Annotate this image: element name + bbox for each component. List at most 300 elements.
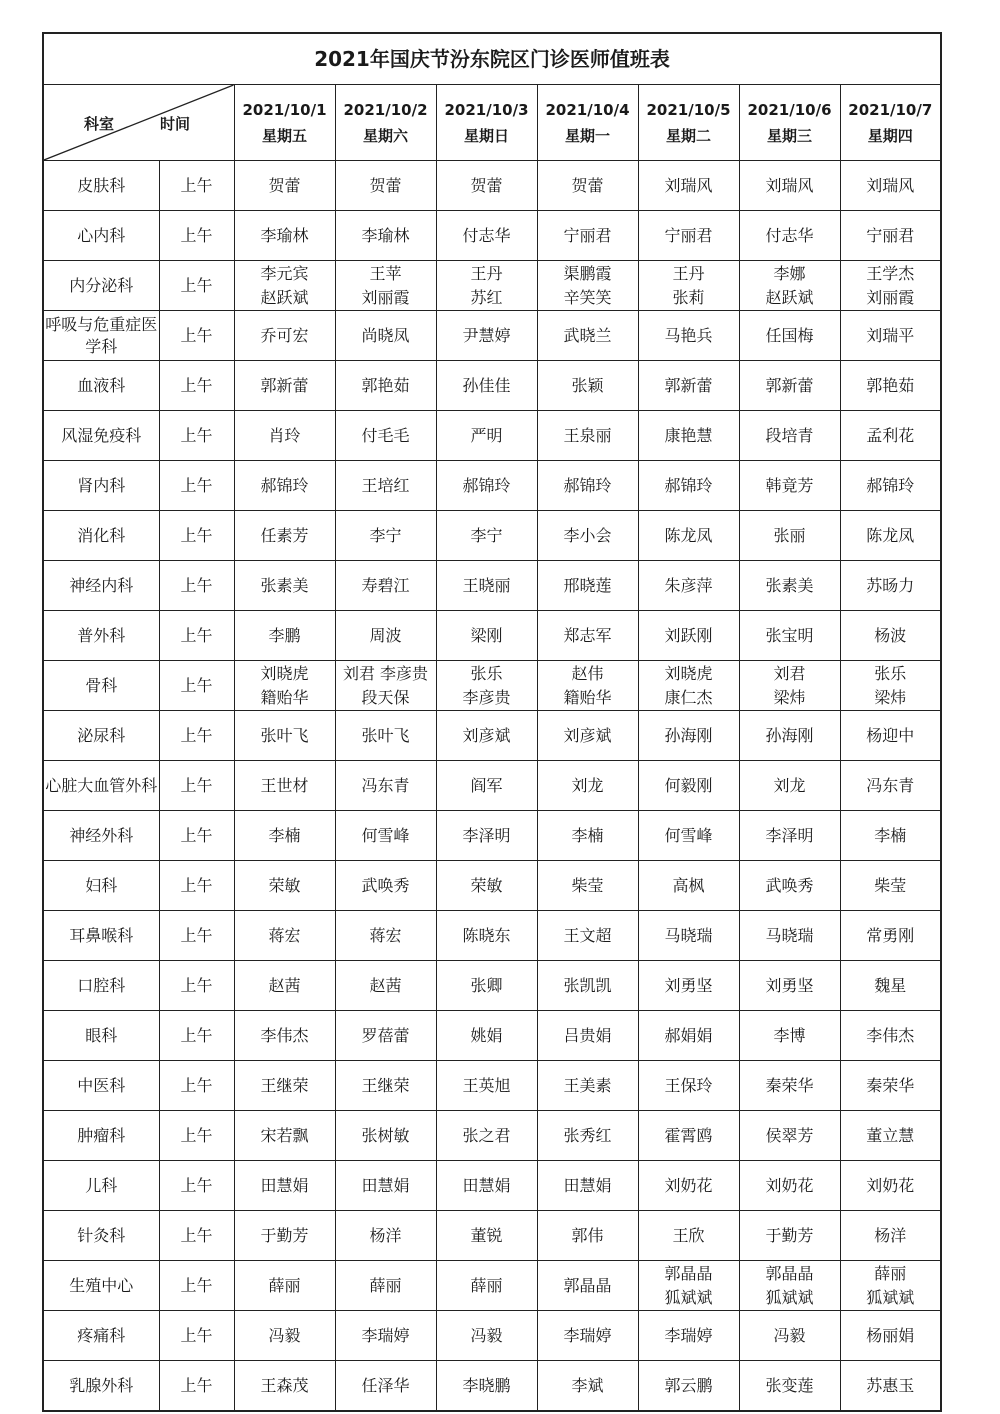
doctor-cell: 张卿 bbox=[436, 961, 537, 1011]
doctor-cell: 张叶飞 bbox=[335, 711, 436, 761]
table-row bbox=[43, 311, 941, 361]
doctor-cell: 刘龙 bbox=[739, 761, 840, 811]
department-cell: 肿瘤科 bbox=[43, 1111, 159, 1161]
doctor-cell bbox=[537, 261, 638, 311]
doctor-cell bbox=[840, 1261, 941, 1311]
period-cell: 上午 bbox=[159, 211, 234, 261]
doctor-cell: 柴莹 bbox=[537, 861, 638, 911]
doctor-cell: 李瑜林 bbox=[335, 211, 436, 261]
doctor-cell: 尚晓凤 bbox=[335, 311, 436, 361]
doctor-cell: 张素美 bbox=[234, 561, 335, 611]
doctor-cell: 张凯凯 bbox=[537, 961, 638, 1011]
period-cell: 上午 bbox=[159, 1061, 234, 1111]
doctor-cell: 李瑜林 bbox=[234, 211, 335, 261]
doctor-name: 狐斌斌 bbox=[664, 1287, 713, 1307]
period-cell: 上午 bbox=[159, 1161, 234, 1211]
doctor-cell: 秦荣华 bbox=[840, 1061, 941, 1111]
dept-header-label: 科室 bbox=[84, 115, 115, 133]
doctor-name: 段天保 bbox=[361, 687, 410, 707]
doctor-cell: 张丽 bbox=[739, 511, 840, 561]
doctor-cell: 郭艳茹 bbox=[840, 361, 941, 411]
department-cell: 妇科 bbox=[43, 861, 159, 911]
department-cell: 生殖中心 bbox=[43, 1261, 159, 1311]
doctor-cell: 马晓瑞 bbox=[739, 911, 840, 961]
doctor-cell bbox=[537, 661, 638, 711]
doctor-cell: 武晓兰 bbox=[537, 311, 638, 361]
doctor-cell: 荣敏 bbox=[436, 861, 537, 911]
doctor-cell bbox=[234, 661, 335, 711]
department-cell: 儿科 bbox=[43, 1161, 159, 1211]
doctor-cell: 孙海刚 bbox=[638, 711, 739, 761]
doctor-cell: 郭新蕾 bbox=[739, 361, 840, 411]
table-row bbox=[43, 611, 941, 661]
doctor-cell: 郝锦玲 bbox=[840, 461, 941, 511]
doctor-cell: 薛丽 bbox=[436, 1261, 537, 1311]
date-header-1 bbox=[234, 85, 335, 161]
period-cell: 上午 bbox=[159, 1361, 234, 1412]
doctor-cell: 田慧娟 bbox=[436, 1161, 537, 1211]
table-row bbox=[43, 911, 941, 961]
doctor-name: 李元宾 bbox=[260, 263, 309, 283]
doctor-cell: 郑志军 bbox=[537, 611, 638, 661]
period-cell: 上午 bbox=[159, 161, 234, 211]
doctor-cell: 李宁 bbox=[436, 511, 537, 561]
doctor-cell: 王保玲 bbox=[638, 1061, 739, 1111]
doctor-cell: 高枫 bbox=[638, 861, 739, 911]
doctor-cell: 张之君 bbox=[436, 1111, 537, 1161]
doctor-cell: 王英旭 bbox=[436, 1061, 537, 1111]
doctor-name: 王学杰 bbox=[866, 263, 915, 283]
doctor-cell: 于勤芳 bbox=[234, 1211, 335, 1261]
doctor-cell: 刘瑞风 bbox=[638, 161, 739, 211]
doctor-cell: 李鹏 bbox=[234, 611, 335, 661]
doctor-cell: 李瑞婷 bbox=[335, 1311, 436, 1361]
doctor-cell: 王培红 bbox=[335, 461, 436, 511]
doctor-name: 李彦贵 bbox=[462, 687, 511, 707]
doctor-cell bbox=[739, 1261, 840, 1311]
date-header-3 bbox=[436, 85, 537, 161]
period-cell: 上午 bbox=[159, 461, 234, 511]
duty-roster-table bbox=[42, 32, 942, 1412]
doctor-cell: 李晓鹏 bbox=[436, 1361, 537, 1412]
period-cell: 上午 bbox=[159, 411, 234, 461]
doctor-cell: 杨丽娟 bbox=[840, 1311, 941, 1361]
date-header-6 bbox=[739, 85, 840, 161]
period-cell: 上午 bbox=[159, 1311, 234, 1361]
doctor-cell: 马艳兵 bbox=[638, 311, 739, 361]
doctor-cell: 荣敏 bbox=[234, 861, 335, 911]
table-row bbox=[43, 1161, 941, 1211]
doctor-cell: 田慧娟 bbox=[335, 1161, 436, 1211]
doctor-cell: 梁刚 bbox=[436, 611, 537, 661]
doctor-cell: 李斌 bbox=[537, 1361, 638, 1412]
doctor-name: 籍贻华 bbox=[563, 687, 612, 707]
department-cell: 神经内科 bbox=[43, 561, 159, 611]
department-cell: 风湿免疫科 bbox=[43, 411, 159, 461]
doctor-cell: 郭艳茹 bbox=[335, 361, 436, 411]
doctor-cell: 王世材 bbox=[234, 761, 335, 811]
table-row bbox=[43, 561, 941, 611]
doctor-cell: 杨波 bbox=[840, 611, 941, 661]
doctor-cell: 康艳慧 bbox=[638, 411, 739, 461]
doctor-cell: 宁丽君 bbox=[840, 211, 941, 261]
doctor-name: 刘丽霞 bbox=[866, 287, 915, 307]
period-cell: 上午 bbox=[159, 1211, 234, 1261]
weekday-label: 星期四 bbox=[867, 126, 913, 145]
doctor-cell: 郭新蕾 bbox=[234, 361, 335, 411]
doctor-cell: 贺蕾 bbox=[436, 161, 537, 211]
doctor-name: 梁炜 bbox=[874, 687, 907, 707]
doctor-name: 王苹 bbox=[369, 263, 402, 283]
date-label: 2021/10/1 bbox=[242, 100, 327, 119]
doctor-cell: 刘奶花 bbox=[638, 1161, 739, 1211]
doctor-name: 李娜 bbox=[773, 263, 806, 283]
table-row bbox=[43, 1011, 941, 1061]
date-header-2 bbox=[335, 85, 436, 161]
period-cell: 上午 bbox=[159, 311, 234, 361]
department-cell: 针灸科 bbox=[43, 1211, 159, 1261]
doctor-cell: 段培青 bbox=[739, 411, 840, 461]
doctor-cell: 李宁 bbox=[335, 511, 436, 561]
doctor-cell: 尹慧婷 bbox=[436, 311, 537, 361]
doctor-cell: 霍霄鸥 bbox=[638, 1111, 739, 1161]
doctor-name: 梁炜 bbox=[773, 687, 806, 707]
department-cell: 心内科 bbox=[43, 211, 159, 261]
period-cell: 上午 bbox=[159, 561, 234, 611]
doctor-cell: 陈龙凤 bbox=[840, 511, 941, 561]
table-row bbox=[43, 711, 941, 761]
doctor-cell: 李瑞婷 bbox=[537, 1311, 638, 1361]
doctor-cell: 李泽明 bbox=[436, 811, 537, 861]
table-row bbox=[43, 861, 941, 911]
doctor-cell: 宋若飘 bbox=[234, 1111, 335, 1161]
weekday-label: 星期一 bbox=[564, 126, 610, 145]
period-cell: 上午 bbox=[159, 361, 234, 411]
table-row bbox=[43, 811, 941, 861]
doctor-cell: 李伟杰 bbox=[234, 1011, 335, 1061]
weekday-label: 星期三 bbox=[766, 126, 812, 145]
roster-body bbox=[43, 161, 941, 1412]
page-title: 2021年国庆节汾东院区门诊医师值班表 bbox=[43, 33, 941, 85]
doctor-cell: 肖玲 bbox=[234, 411, 335, 461]
table-row bbox=[43, 1061, 941, 1111]
doctor-cell: 王晓丽 bbox=[436, 561, 537, 611]
table-row bbox=[43, 1361, 941, 1412]
doctor-cell: 李楠 bbox=[840, 811, 941, 861]
doctor-cell bbox=[840, 261, 941, 311]
doctor-cell: 刘勇坚 bbox=[638, 961, 739, 1011]
doctor-cell: 刘瑞平 bbox=[840, 311, 941, 361]
table-row bbox=[43, 511, 941, 561]
doctor-cell: 何雪峰 bbox=[638, 811, 739, 861]
doctor-name: 张乐 bbox=[470, 663, 503, 683]
doctor-name: 张乐 bbox=[874, 663, 907, 683]
doctor-cell: 寿碧江 bbox=[335, 561, 436, 611]
doctor-cell: 孙海刚 bbox=[739, 711, 840, 761]
doctor-cell: 何雪峰 bbox=[335, 811, 436, 861]
period-cell: 上午 bbox=[159, 861, 234, 911]
doctor-cell: 孙佳佳 bbox=[436, 361, 537, 411]
doctor-name: 赵跃斌 bbox=[260, 287, 309, 307]
doctor-cell: 郭伟 bbox=[537, 1211, 638, 1261]
doctor-cell: 张颖 bbox=[537, 361, 638, 411]
doctor-cell: 武唤秀 bbox=[335, 861, 436, 911]
date-label: 2021/10/5 bbox=[646, 100, 731, 119]
doctor-cell: 张叶飞 bbox=[234, 711, 335, 761]
doctor-cell: 冯东青 bbox=[335, 761, 436, 811]
period-cell: 上午 bbox=[159, 611, 234, 661]
doctor-cell bbox=[739, 261, 840, 311]
doctor-name: 赵跃斌 bbox=[765, 287, 814, 307]
doctor-cell: 姚娟 bbox=[436, 1011, 537, 1061]
doctor-cell: 乔可宏 bbox=[234, 311, 335, 361]
department-cell: 血液科 bbox=[43, 361, 159, 411]
date-label: 2021/10/7 bbox=[848, 100, 933, 119]
doctor-cell: 刘奶花 bbox=[739, 1161, 840, 1211]
table-row bbox=[43, 1311, 941, 1361]
doctor-name: 刘丽霞 bbox=[361, 287, 410, 307]
doctor-cell: 赵茜 bbox=[234, 961, 335, 1011]
doctor-name: 狐斌斌 bbox=[765, 1287, 814, 1307]
doctor-cell: 杨洋 bbox=[840, 1211, 941, 1261]
period-cell: 上午 bbox=[159, 811, 234, 861]
doctor-cell: 刘龙 bbox=[537, 761, 638, 811]
table-row bbox=[43, 261, 941, 311]
doctor-cell: 蒋宏 bbox=[335, 911, 436, 961]
date-label: 2021/10/6 bbox=[747, 100, 832, 119]
doctor-cell: 周波 bbox=[335, 611, 436, 661]
period-cell: 上午 bbox=[159, 1261, 234, 1311]
doctor-cell: 董锐 bbox=[436, 1211, 537, 1261]
doctor-cell: 陈龙凤 bbox=[638, 511, 739, 561]
period-cell: 上午 bbox=[159, 911, 234, 961]
date-header-5 bbox=[638, 85, 739, 161]
doctor-cell: 王继荣 bbox=[335, 1061, 436, 1111]
period-cell: 上午 bbox=[159, 761, 234, 811]
table-row bbox=[43, 1111, 941, 1161]
table-row bbox=[43, 411, 941, 461]
doctor-cell: 张宝明 bbox=[739, 611, 840, 661]
department-cell: 眼科 bbox=[43, 1011, 159, 1061]
department-cell: 消化科 bbox=[43, 511, 159, 561]
doctor-cell: 杨洋 bbox=[335, 1211, 436, 1261]
date-label: 2021/10/2 bbox=[343, 100, 428, 119]
department-cell: 中医科 bbox=[43, 1061, 159, 1111]
doctor-cell: 冯东青 bbox=[840, 761, 941, 811]
department-cell: 普外科 bbox=[43, 611, 159, 661]
weekday-label: 星期二 bbox=[665, 126, 711, 145]
doctor-name: 赵伟 bbox=[571, 663, 604, 683]
doctor-cell: 刘勇坚 bbox=[739, 961, 840, 1011]
doctor-cell: 王继荣 bbox=[234, 1061, 335, 1111]
doctor-cell: 任泽华 bbox=[335, 1361, 436, 1412]
doctor-cell: 吕贵娟 bbox=[537, 1011, 638, 1061]
doctor-cell: 宁丽君 bbox=[537, 211, 638, 261]
period-cell: 上午 bbox=[159, 261, 234, 311]
doctor-cell: 刘彦斌 bbox=[537, 711, 638, 761]
doctor-cell: 何毅刚 bbox=[638, 761, 739, 811]
doctor-cell: 李小会 bbox=[537, 511, 638, 561]
doctor-cell: 马晓瑞 bbox=[638, 911, 739, 961]
doctor-cell: 阎军 bbox=[436, 761, 537, 811]
department-cell: 疼痛科 bbox=[43, 1311, 159, 1361]
doctor-cell: 李楠 bbox=[234, 811, 335, 861]
doctor-cell: 宁丽君 bbox=[638, 211, 739, 261]
doctor-cell: 刘奶花 bbox=[840, 1161, 941, 1211]
doctor-cell: 付毛毛 bbox=[335, 411, 436, 461]
doctor-cell: 任素芳 bbox=[234, 511, 335, 561]
doctor-cell bbox=[335, 261, 436, 311]
doctor-cell: 魏星 bbox=[840, 961, 941, 1011]
date-label: 2021/10/4 bbox=[545, 100, 630, 119]
doctor-cell: 武唤秀 bbox=[739, 861, 840, 911]
doctor-cell: 赵茜 bbox=[335, 961, 436, 1011]
doctor-cell: 李博 bbox=[739, 1011, 840, 1061]
doctor-cell: 郝锦玲 bbox=[436, 461, 537, 511]
doctor-name: 刘君 bbox=[773, 663, 806, 683]
doctor-cell: 严明 bbox=[436, 411, 537, 461]
period-cell: 上午 bbox=[159, 961, 234, 1011]
doctor-cell: 贺蕾 bbox=[537, 161, 638, 211]
diagonal-header-cell bbox=[43, 85, 234, 161]
table-row bbox=[43, 361, 941, 411]
doctor-cell bbox=[638, 261, 739, 311]
doctor-cell: 付志华 bbox=[739, 211, 840, 261]
doctor-cell: 孟利花 bbox=[840, 411, 941, 461]
doctor-cell: 郝锦玲 bbox=[638, 461, 739, 511]
doctor-cell: 朱彦萍 bbox=[638, 561, 739, 611]
date-label: 2021/10/3 bbox=[444, 100, 529, 119]
doctor-cell: 刘跃刚 bbox=[638, 611, 739, 661]
department-cell: 骨科 bbox=[43, 661, 159, 711]
doctor-name: 王丹 bbox=[672, 263, 705, 283]
doctor-cell bbox=[638, 661, 739, 711]
doctor-cell: 刘彦斌 bbox=[436, 711, 537, 761]
doctor-name: 狐斌斌 bbox=[866, 1287, 915, 1307]
doctor-cell: 张秀红 bbox=[537, 1111, 638, 1161]
doctor-cell: 田慧娟 bbox=[234, 1161, 335, 1211]
doctor-cell: 郝锦玲 bbox=[234, 461, 335, 511]
department-cell: 肾内科 bbox=[43, 461, 159, 511]
doctor-cell: 王欣 bbox=[638, 1211, 739, 1261]
weekday-label: 星期六 bbox=[362, 126, 408, 145]
time-header-label: 时间 bbox=[160, 115, 191, 133]
doctor-cell: 王泉丽 bbox=[537, 411, 638, 461]
doctor-cell: 付志华 bbox=[436, 211, 537, 261]
diagonal-divider bbox=[44, 85, 234, 160]
table-row bbox=[43, 761, 941, 811]
doctor-cell: 李伟杰 bbox=[840, 1011, 941, 1061]
weekday-label: 星期五 bbox=[261, 126, 307, 145]
date-header-4 bbox=[537, 85, 638, 161]
department-cell: 呼吸与危重症医学科 bbox=[43, 311, 159, 361]
doctor-name: 王丹 bbox=[470, 263, 503, 283]
doctor-cell: 贺蕾 bbox=[234, 161, 335, 211]
doctor-cell bbox=[436, 261, 537, 311]
period-cell: 上午 bbox=[159, 711, 234, 761]
department-cell: 泌尿科 bbox=[43, 711, 159, 761]
doctor-cell: 王文超 bbox=[537, 911, 638, 961]
doctor-cell: 侯翠芳 bbox=[739, 1111, 840, 1161]
doctor-cell: 薛丽 bbox=[234, 1261, 335, 1311]
period-cell: 上午 bbox=[159, 661, 234, 711]
doctor-cell: 董立慧 bbox=[840, 1111, 941, 1161]
doctor-name: 刘晓虎 bbox=[260, 663, 309, 683]
table-row bbox=[43, 1261, 941, 1311]
table-row bbox=[43, 211, 941, 261]
doctor-cell: 于勤芳 bbox=[739, 1211, 840, 1261]
doctor-name: 渠鹏霞 bbox=[563, 263, 612, 283]
doctor-cell: 王森茂 bbox=[234, 1361, 335, 1412]
doctor-cell bbox=[739, 661, 840, 711]
doctor-cell: 张树敏 bbox=[335, 1111, 436, 1161]
doctor-cell: 罗蓓蕾 bbox=[335, 1011, 436, 1061]
doctor-cell: 郭云鹏 bbox=[638, 1361, 739, 1412]
period-cell: 上午 bbox=[159, 1011, 234, 1061]
department-cell: 内分泌科 bbox=[43, 261, 159, 311]
doctor-cell: 冯毅 bbox=[739, 1311, 840, 1361]
doctor-name: 刘晓虎 bbox=[664, 663, 713, 683]
doctor-cell bbox=[436, 661, 537, 711]
doctor-cell: 柴莹 bbox=[840, 861, 941, 911]
doctor-cell: 杨迎中 bbox=[840, 711, 941, 761]
table-row bbox=[43, 161, 941, 211]
doctor-cell: 郭新蕾 bbox=[638, 361, 739, 411]
period-cell: 上午 bbox=[159, 1111, 234, 1161]
doctor-cell: 王美素 bbox=[537, 1061, 638, 1111]
table-row bbox=[43, 1211, 941, 1261]
doctor-cell bbox=[638, 1261, 739, 1311]
table-row bbox=[43, 661, 941, 711]
doctor-cell: 贺蕾 bbox=[335, 161, 436, 211]
doctor-cell: 张变莲 bbox=[739, 1361, 840, 1412]
doctor-cell: 苏惠玉 bbox=[840, 1361, 941, 1412]
department-cell: 皮肤科 bbox=[43, 161, 159, 211]
doctor-name: 康仁杰 bbox=[664, 687, 713, 707]
department-cell: 神经外科 bbox=[43, 811, 159, 861]
doctor-cell: 冯毅 bbox=[436, 1311, 537, 1361]
doctor-cell: 田慧娟 bbox=[537, 1161, 638, 1211]
doctor-cell: 李瑞婷 bbox=[638, 1311, 739, 1361]
doctor-cell: 刘瑞风 bbox=[739, 161, 840, 211]
doctor-cell: 郝锦玲 bbox=[537, 461, 638, 511]
doctor-cell: 蒋宏 bbox=[234, 911, 335, 961]
doctor-name: 张莉 bbox=[672, 287, 705, 307]
date-header-7 bbox=[840, 85, 941, 161]
doctor-cell: 秦荣华 bbox=[739, 1061, 840, 1111]
table-row bbox=[43, 461, 941, 511]
department-cell: 心脏大血管外科 bbox=[43, 761, 159, 811]
doctor-cell: 刘瑞风 bbox=[840, 161, 941, 211]
doctor-cell: 李泽明 bbox=[739, 811, 840, 861]
doctor-cell: 冯毅 bbox=[234, 1311, 335, 1361]
doctor-name: 苏红 bbox=[470, 287, 503, 307]
doctor-name: 辛笑笑 bbox=[563, 287, 612, 307]
period-cell: 上午 bbox=[159, 511, 234, 561]
department-cell: 口腔科 bbox=[43, 961, 159, 1011]
doctor-cell: 李楠 bbox=[537, 811, 638, 861]
doctor-cell bbox=[335, 661, 436, 711]
doctor-cell: 任国梅 bbox=[739, 311, 840, 361]
doctor-name: 薛丽 bbox=[874, 1263, 907, 1283]
doctor-name: 刘君 李彦贵 bbox=[342, 663, 429, 683]
doctor-cell: 邢晓莲 bbox=[537, 561, 638, 611]
doctor-cell bbox=[840, 661, 941, 711]
doctor-cell: 张素美 bbox=[739, 561, 840, 611]
doctor-name: 籍贻华 bbox=[260, 687, 309, 707]
doctor-name: 郭晶晶 bbox=[765, 1263, 814, 1283]
doctor-name: 郭晶晶 bbox=[664, 1263, 713, 1283]
